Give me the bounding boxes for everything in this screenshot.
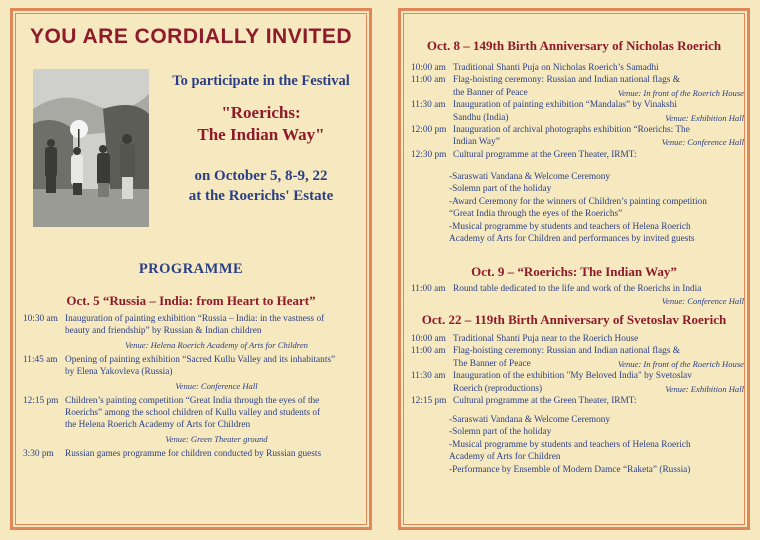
item-time: 3:30 pm (23, 448, 54, 459)
item-description (453, 124, 746, 149)
item-time: 12:15 pm (411, 396, 447, 407)
item-line-1: Traditional Shanti Puja near to the Roerich House (453, 334, 639, 344)
item-line-2-row (453, 383, 746, 395)
item-time: 10:00 am (411, 63, 446, 73)
item-description (453, 74, 746, 99)
left-page (10, 8, 372, 530)
item-venue: Venue: In front of the Roerich House (617, 87, 744, 98)
item-line-1: Traditional Shanti Puja on Nicholas Roerich’s Samadhi (453, 63, 659, 73)
item-venue: Venue: Helena Roerich Academy of Arts for Children (125, 339, 308, 350)
schedule-item (411, 124, 746, 149)
photo-illustration (33, 69, 149, 227)
item-description (453, 345, 746, 370)
item-time: 12:30 pm (411, 149, 447, 160)
schedule-item (411, 283, 746, 308)
item-venue: Venue: Green Theater ground (165, 433, 268, 444)
item-description (453, 395, 746, 407)
item-line-2-row (453, 87, 746, 99)
programme-heading: PROGRAMME (138, 261, 244, 277)
item-description (453, 99, 746, 124)
item-venue: Venue: Conference Hall (175, 380, 258, 391)
item-description (453, 283, 746, 308)
festival-name-line-1: "Roerichs: (221, 103, 301, 122)
schedule-item (411, 74, 746, 99)
item-description: Russian games programme for children conducted by Russian guests (65, 448, 322, 459)
oct5-schedule (23, 313, 368, 466)
item-line-2-row (453, 136, 746, 148)
schedule-item (411, 333, 746, 345)
item-description (453, 333, 746, 345)
schedule-item (411, 395, 746, 407)
festival-info (155, 73, 367, 206)
item-line-2: Sandhu (India) (453, 112, 509, 123)
item-time: 11:00 am (411, 284, 446, 294)
item-line-1: Cultural programme at the Green Theater, IRMT: (453, 396, 637, 407)
invitation-title: YOU ARE CORDIALLY INVITED (29, 25, 353, 48)
item-time: 10:00 am (411, 334, 446, 344)
oct9-heading: Oct. 9 – “Roerichs: The Indian Way” (471, 264, 677, 279)
festival-name (155, 102, 367, 146)
item-line-1: Inauguration of archival photographs exhibition “Roerichs: The (453, 125, 690, 136)
item-time: 11:00 am (411, 75, 446, 86)
schedule-item (411, 149, 746, 161)
item-venue: Venue: Conference Hall (661, 137, 744, 148)
item-line-1: Round table dedicated to the life and work of the Roerichs in India (453, 284, 702, 294)
item-line-2: the Banner of Peace (453, 87, 528, 98)
item-line-1: Flag-hoisting ceremony: Russian and Indian national flags & (453, 346, 680, 357)
item-time: 11:45 am (23, 354, 58, 365)
schedule-item (411, 345, 746, 370)
item-description (453, 149, 746, 161)
item-venue: Venue: In front of the Roerich House (617, 358, 744, 369)
right-page (398, 8, 750, 530)
item-line-2-row (453, 112, 746, 124)
schedule-item (23, 313, 368, 338)
oct22-cultural-programme: -Saraswati Vandana & Welcome Ceremony -Solemn part of the holiday -Musical programme by students and teachers of Helena Roerich Academy of Arts for Children -Performance by Ensemble of Modern Damce “Raketa” (Russia) (449, 415, 691, 475)
oct5-heading: Oct. 5 “Russia – India: from Heart to Heart” (66, 293, 316, 308)
item-line-1: Inauguration of painting exhibition “Mandalas” by Vinakshi (453, 100, 677, 111)
item-time: 11:00 am (411, 346, 446, 357)
oct9-schedule (411, 283, 746, 308)
item-description: Opening of painting exhibition “Sacred Kullu Valley and its inhabitants” by Elena Yakovleva (Russia) (65, 354, 336, 378)
item-venue: Venue: Exhibition Hall (665, 112, 744, 123)
item-time: 11:30 am (411, 100, 446, 111)
schedule-item (411, 62, 746, 74)
item-line-1: Cultural programme at the Green Theater, IRMT: (453, 149, 637, 160)
item-line-1: Inauguration of the exhibition "My Beloved India" by Svetoslav (453, 371, 692, 382)
item-description (453, 62, 746, 74)
festival-name-line-2: The Indian Way" (197, 125, 325, 144)
festival-place: at the Roerichs' Estate (188, 188, 334, 204)
item-venue: Venue: Exhibition Hall (665, 383, 744, 394)
oct22-heading: Oct. 22 – 119th Birth Anniversary of Svetoslav Roerich (421, 312, 727, 327)
schedule-item (23, 448, 368, 460)
item-description (453, 370, 746, 395)
schedule-item (23, 354, 368, 379)
oct8-heading: Oct. 8 – 149th Birth Anniversary of Nicholas Roerich (426, 38, 722, 53)
item-line-2: Roerich (reproductions) (453, 383, 543, 394)
oct8-schedule (411, 62, 746, 161)
item-venue: Venue: Conference Hall (661, 296, 744, 307)
festival-dates: on October 5, 8-9, 22 (194, 168, 328, 184)
oct22-schedule (411, 333, 746, 407)
festival-intro: To participate in the Festival (172, 73, 350, 89)
item-description: Inauguration of painting exhibition “Russia – India: in the vastness of beauty and friendship” by Russian & Indian children (65, 314, 325, 337)
item-line-2-row (453, 358, 746, 370)
item-time: 11:30 am (411, 371, 446, 382)
schedule-item (23, 395, 368, 432)
item-line-2: The Banner of Peace (453, 358, 531, 369)
item-time: 12:15 pm (23, 395, 59, 406)
schedule-item (411, 99, 746, 124)
schedule-item (411, 370, 746, 395)
item-line-2: Indian Way” (453, 137, 500, 148)
item-time: 12:00 pm (411, 125, 447, 136)
item-line-1: Flag-hoisting ceremony: Russian and Indian national flags & (453, 75, 680, 86)
item-time: 10:30 am (23, 314, 58, 324)
oct8-cultural-programme: -Saraswati Vandana & Welcome Ceremony -Solemn part of the holiday -Award Ceremony for the winners of Children’s painting competition “Great India through the eyes of the Roerichs” -Musical programme by students and teachers of Helena Roerich Academy of Arts for Children and performances by invited guests (449, 172, 707, 245)
item-description: Children’s painting competition “Great India through the eyes of the Roerichs” among the school children of Kullu valley and students of the Helena Roerich Academy of Arts for Children (65, 395, 321, 431)
item-line-2-row (453, 295, 746, 307)
historic-photo (33, 69, 149, 227)
